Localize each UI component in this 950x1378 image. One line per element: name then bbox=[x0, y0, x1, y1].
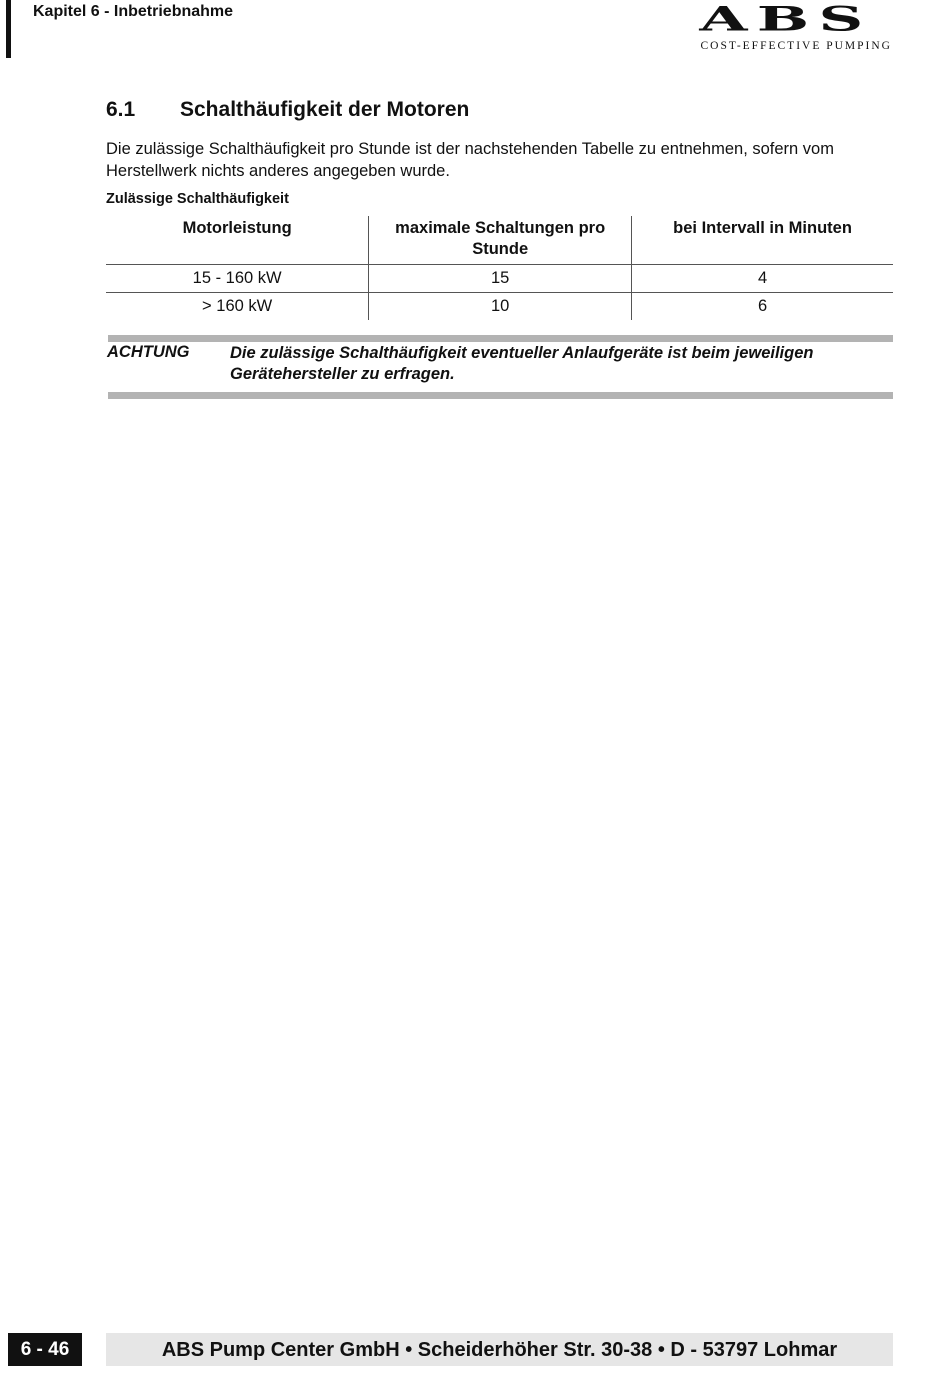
logo-tagline: COST-EFFECTIVE PUMPING bbox=[700, 40, 892, 52]
note-text: Die zulässige Schalthäufigkeit eventueller Anlaufgeräte ist beim jeweiligen Gerätehersteller zu erfragen. bbox=[230, 344, 814, 383]
table-caption: Zulässige Schalthäufigkeit bbox=[106, 191, 289, 207]
footer-address: ABS Pump Center GmbH • Scheiderhöher Str. 30-38 • D - 53797 Lohmar bbox=[106, 1333, 893, 1366]
note-rule-bottom bbox=[108, 392, 893, 399]
intro-paragraph: Die zulässige Schalthäufigkeit pro Stunde ist der nachstehenden Tabelle zu entnehmen, sofern vom Herstellwerk nichts anderes angegeben wurde. bbox=[106, 140, 834, 180]
switching-frequency-table bbox=[106, 216, 893, 320]
table-row bbox=[106, 265, 893, 293]
table-cell: 10 bbox=[369, 293, 632, 321]
column-header-interval: bei Intervall in Minuten bbox=[632, 216, 893, 265]
table-header-row bbox=[106, 216, 893, 265]
table-row bbox=[106, 293, 893, 321]
table-cell: 15 bbox=[369, 265, 632, 293]
table-cell: 15 - 160 kW bbox=[106, 265, 369, 293]
column-header-motor-power: Motorleistung bbox=[106, 216, 369, 265]
section-heading bbox=[106, 98, 469, 122]
section-number: 6.1 bbox=[106, 98, 136, 121]
section-title: Schalthäufigkeit der Motoren bbox=[180, 98, 470, 121]
header-rule bbox=[6, 0, 11, 58]
logo-wordmark: ABS bbox=[699, 0, 873, 39]
note-label: ACHTUNG bbox=[107, 343, 190, 361]
table-cell: 4 bbox=[632, 265, 893, 293]
abs-logo bbox=[680, 0, 892, 52]
note-rule-top bbox=[108, 335, 893, 342]
chapter-title: Kapitel 6 - Inbetriebnahme bbox=[33, 3, 234, 20]
column-header-max-switches: maximale Schaltungen pro Stunde bbox=[369, 216, 632, 265]
page-number: 6 - 46 bbox=[8, 1333, 82, 1366]
table-cell: > 160 kW bbox=[202, 297, 273, 315]
table-cell: 6 bbox=[757, 297, 768, 315]
